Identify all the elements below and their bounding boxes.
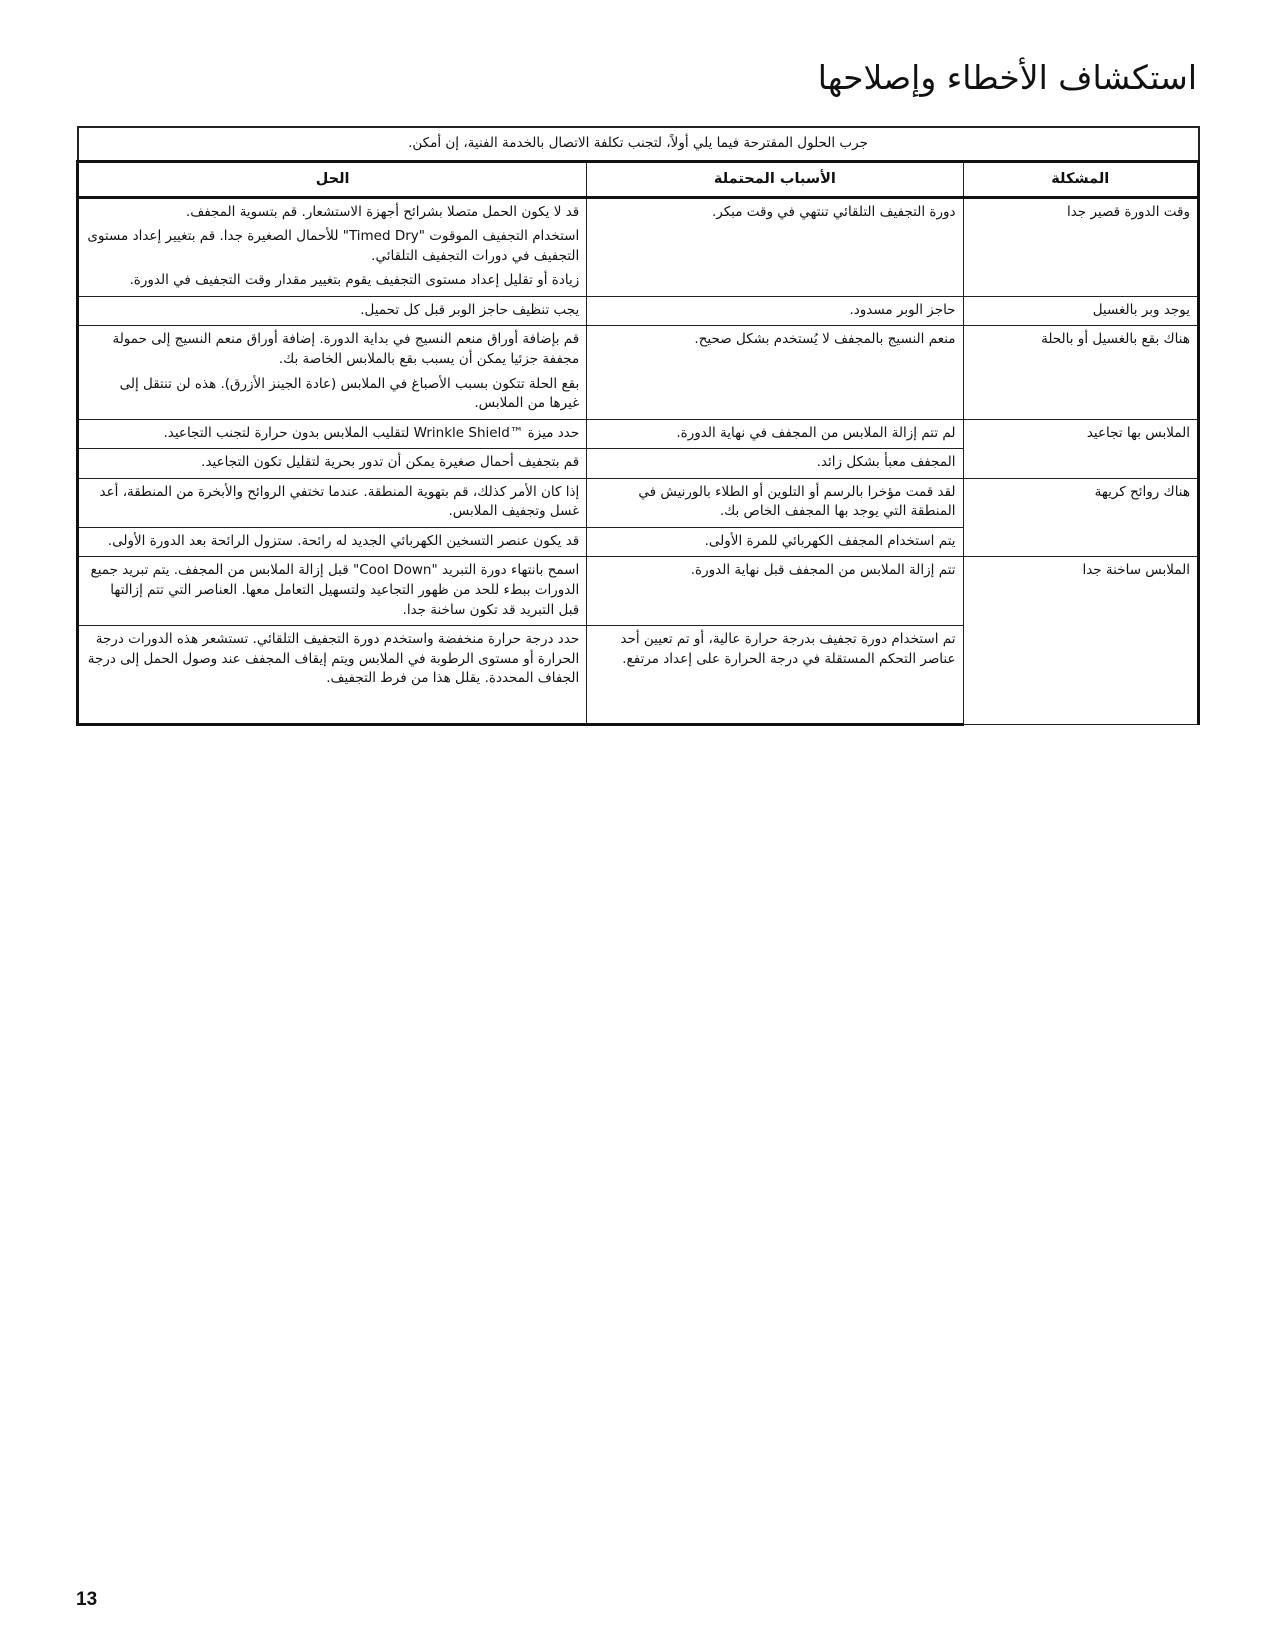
table-row (78, 419, 1199, 449)
problem-cell: الملابس ساخنة جدا (963, 557, 1198, 725)
solution-text: يجب تنظيف حاجز الوبر قبل كل تحميل. (360, 301, 580, 318)
solution-text: زيادة أو تقليل إعداد مستوى التجفيف يقوم بتغيير مقدار وقت التجفيف في الدورة. (129, 272, 580, 289)
cause-cell: منعم النسيج بالمجفف لا يُستخدم بشكل صحيح. (587, 326, 963, 419)
intro-row (78, 127, 1199, 161)
problem-cell: يوجد وبر بالغسيل (963, 296, 1198, 326)
troubleshooting-table (76, 126, 1200, 726)
solution-cell (78, 527, 587, 557)
solution-cell (78, 326, 587, 419)
cause-cell: دورة التجفيف التلقائي تنتهي في وقت مبكر. (587, 197, 963, 296)
solution-text: إذا كان الأمر كذلك، قم بتهوية المنطقة. عندما تختفي الروائح والأبخرة من المنطقة، أعد غسل وتجفيف الملابس. (99, 483, 580, 520)
table-row (78, 296, 1199, 326)
cause-cell: تتم إزالة الملابس من المجفف قبل نهاية الدورة. (587, 557, 963, 626)
solution-text: قم بتجفيف أحمال صغيرة يمكن أن تدور بحرية لتقليل تكون التجاعيد. (201, 454, 580, 471)
cause-cell: لقد قمت مؤخرا بالرسم أو التلوين أو الطلاء بالورنيش في المنطقة التي يوجد بها المجفف الخاص بك. (587, 478, 963, 527)
header-row (78, 161, 1199, 197)
problem-cell: الملابس بها تجاعيد (963, 419, 1198, 478)
page-title: استكشاف الأخطاء وإصلاحها (817, 58, 1197, 97)
header-solution: الحل (78, 161, 587, 197)
table-row (78, 478, 1199, 527)
header-cause: الأسباب المحتملة (587, 161, 963, 197)
table-row (78, 197, 1199, 296)
solution-text: قم بإضافة أوراق منعم النسيج في بداية الدورة. إضافة أوراق منعم النسيج إلى حمولة مجففة جزئيا يمكن أن يسبب بقع بالملابس الخاصة بك. (112, 331, 580, 367)
solution-text: قد لا يكون الحمل متصلا بشرائح أجهزة الاستشعار. قم بتسوية المجفف. (185, 203, 580, 220)
cause-cell: المجفف معبأ بشكل زائد. (587, 449, 963, 479)
cause-cell: لم تتم إزالة الملابس من المجفف في نهاية الدورة. (587, 419, 963, 449)
cause-cell: يتم استخدام المجفف الكهربائي للمرة الأولى. (587, 527, 963, 557)
cause-cell: تم استخدام دورة تجفيف بدرجة حرارة عالية، أو تم تعيين أحد عناصر التحكم المستقلة في درجة الحرارة على إعداد مرتفع. (587, 626, 963, 725)
solution-cell (78, 478, 587, 527)
table-row (78, 326, 1199, 419)
solution-text: بقع الحلة تتكون بسبب الأصباغ في الملابس (عادة الجينز الأزرق). هذه لن تنتقل إلى غيرها من الملابس. (119, 375, 580, 412)
solution-text: استخدام التجفيف الموقوت "Timed Dry" للأحمال الصغيرة جدا. قم بتغيير إعداد مستوى التجفيف في دورات التجفيف التلقائي. (87, 228, 580, 264)
problem-cell: هناك روائح كريهة (963, 478, 1198, 557)
solution-text: اسمح بانتهاء دورة التبريد "Cool Down" قبل إزالة الملابس من المجفف. يتم تبريد جميع الدورات ببطء للحد من ظهور التجاعيد ولتسهيل التعامل معها. العناصر التي تتم إزالتها قبل التبريد قد تكون ساخنة جدا. (90, 562, 580, 618)
solution-cell (78, 197, 587, 296)
solution-text: قد يكون عنصر التسخين الكهربائي الجديد له رائحة. ستزول الرائحة بعد الدورة الأولى. (107, 532, 580, 549)
problem-cell: وقت الدورة قصير جدا (963, 197, 1198, 296)
solution-cell (78, 557, 587, 626)
header-problem: المشكلة (963, 161, 1198, 197)
solution-cell (78, 296, 587, 326)
table-row (78, 557, 1199, 626)
problem-cell: هناك بقع بالغسيل أو بالحلة (963, 326, 1198, 419)
solution-cell (78, 449, 587, 479)
intro-text: جرب الحلول المقترحة فيما يلي أولاً، لتجنب تكلفة الاتصال بالخدمة الفنية، إن أمكن. (78, 127, 1199, 161)
solution-text: حدد ميزة ™Wrinkle Shield لتقليب الملابس بدون حرارة لتجنب التجاعيد. (163, 424, 580, 441)
page-number: 13 (76, 1589, 98, 1610)
solution-text: حدد درجة حرارة منخفضة واستخدم دورة التجفيف التلقائي. تستشعر هذه الدورات درجة الحرارة أو مستوى الرطوبة في الملابس ويتم إيقاف المجفف عند وصول الحمل إلى درجة الجفاف المحددة. يقلل هذا من فرط التجفيف. (87, 631, 580, 687)
solution-cell (78, 419, 587, 449)
solution-cell (78, 626, 587, 725)
cause-cell: حاجز الوبر مسدود. (587, 296, 963, 326)
